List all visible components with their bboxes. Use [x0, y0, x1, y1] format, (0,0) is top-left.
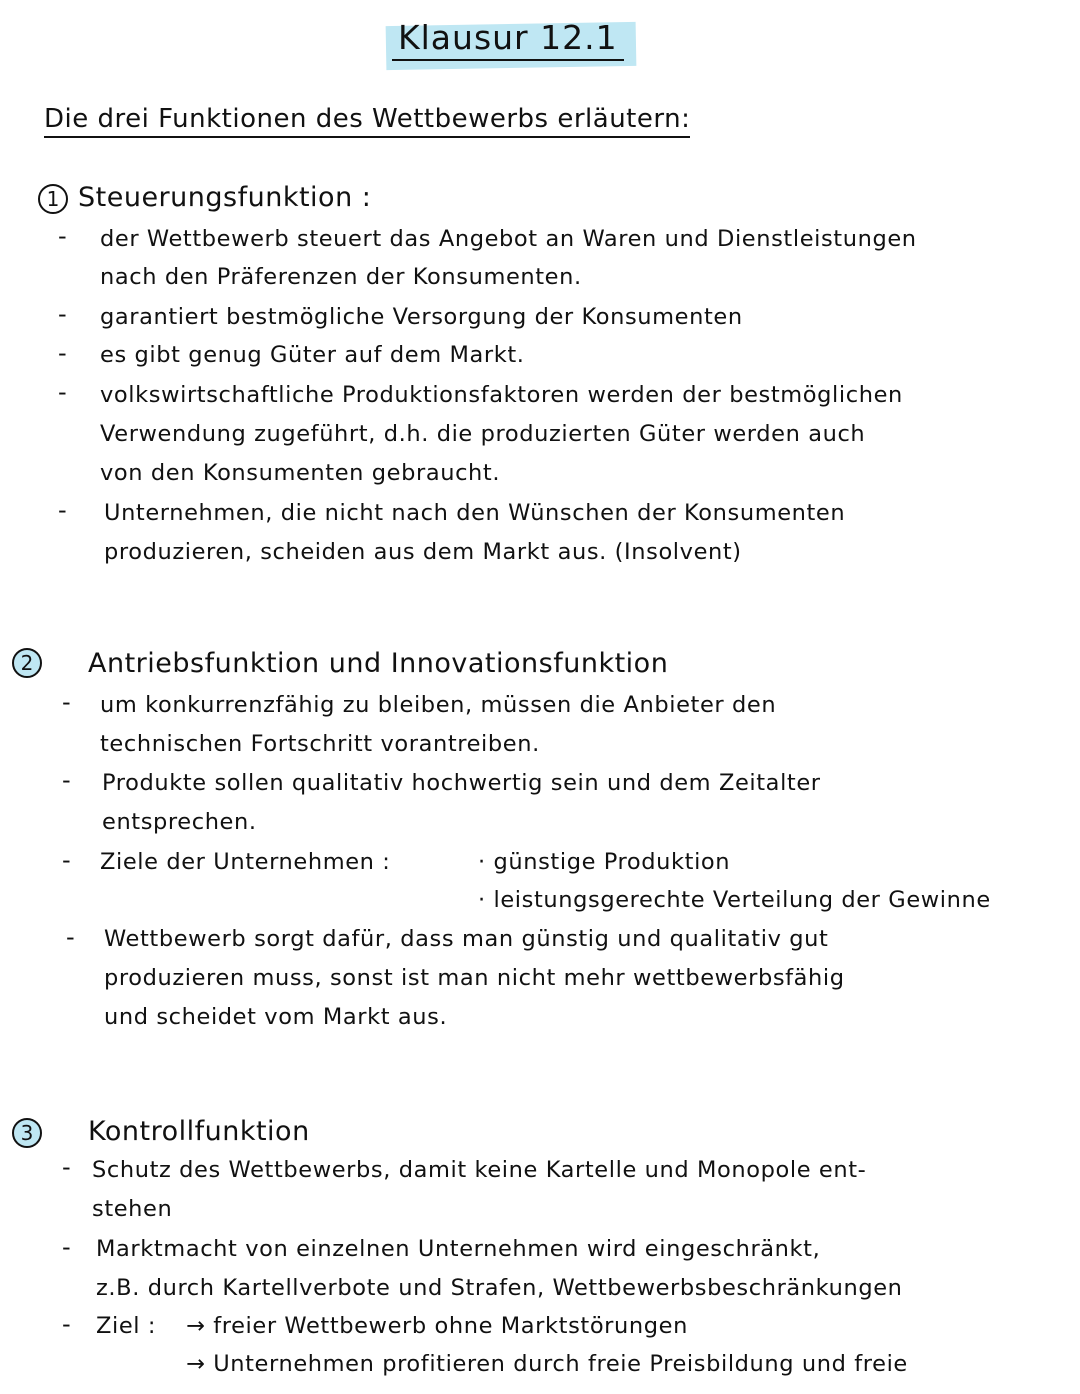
section-1-line: der Wettbewerb steuert das Angebot an Waren und Dienstleistungen [100, 226, 917, 252]
section-2-line: · leistungsgerechte Verteilung der Gewinne [478, 887, 991, 913]
bullet-dash: - [58, 300, 67, 328]
section-1-line: Unternehmen, die nicht nach den Wünschen der Konsumenten [104, 500, 846, 526]
bullet-dash: - [62, 1310, 71, 1338]
section-3-line: Ziel : [96, 1313, 157, 1339]
bullet-dash: - [62, 766, 71, 794]
section-1-line: produzieren, scheiden aus dem Markt aus. (Insolvent) [104, 539, 742, 565]
bullet-dash: - [66, 923, 75, 951]
bullet-dash: - [62, 1233, 71, 1261]
section-2-line: Ziele der Unternehmen : [100, 849, 391, 875]
bullet-dash: - [62, 688, 71, 716]
bullet-dash: - [62, 1153, 71, 1181]
section-3-heading: Kontrollfunktion [88, 1116, 310, 1147]
section-3-line: → Unternehmen profitieren durch freie Preisbildung und freie [186, 1351, 908, 1377]
section-1-line: volkswirtschaftliche Produktionsfaktoren werden der bestmöglichen [100, 382, 903, 408]
section-3-line: → freier Wettbewerb ohne Marktstörungen [186, 1313, 688, 1339]
section-1-line: Verwendung zugeführt, d.h. die produzierten Güter werden auch [100, 421, 866, 447]
title-block [392, 18, 624, 61]
section-2-number: 2 [12, 648, 42, 678]
section-2-line: und scheidet vom Markt aus. [104, 1004, 448, 1030]
section-3-line: Marktmacht von einzelnen Unternehmen wird eingeschränkt, [96, 1236, 821, 1262]
section-1-line: nach den Präferenzen der Konsumenten. [100, 264, 582, 290]
section-2-line: um konkurrenzfähig zu bleiben, müssen die Anbieter den [100, 692, 777, 718]
section-3-line: Schutz des Wettbewerbs, damit keine Kartelle und Monopole ent- [92, 1157, 867, 1183]
page-title: Klausur 12.1 [392, 18, 624, 61]
bullet-dash: - [62, 846, 71, 874]
bullet-dash: - [58, 496, 67, 524]
section-2-line: Wettbewerb sorgt dafür, dass man günstig und qualitativ gut [104, 926, 829, 952]
section-2-line: entsprechen. [102, 809, 257, 835]
section-3-number: 3 [12, 1118, 42, 1148]
section-1-number: 1 [38, 184, 68, 214]
section-2-line: · günstige Produktion [478, 849, 731, 875]
section-1-heading: Steuerungsfunktion : [78, 182, 372, 213]
section-3-line: stehen [92, 1196, 173, 1222]
section-1-line: garantiert bestmögliche Versorgung der Konsumenten [100, 304, 743, 330]
section-1-line: es gibt genug Güter auf dem Markt. [100, 342, 525, 368]
section-2-heading: Antriebsfunktion und Innovationsfunktion [88, 648, 669, 679]
bullet-dash: - [58, 222, 67, 250]
section-2-line: Produkte sollen qualitativ hochwertig sein und dem Zeitalter [102, 770, 821, 796]
section-3-line: z.B. durch Kartellverbote und Strafen, Wettbewerbsbeschränkungen [96, 1275, 903, 1301]
section-2-line: technischen Fortschritt vorantreiben. [100, 731, 540, 757]
section-2-line: produzieren muss, sonst ist man nicht mehr wettbewerbsfähig [104, 965, 845, 991]
section-1-line: von den Konsumenten gebraucht. [100, 460, 501, 486]
bullet-dash: - [58, 378, 67, 406]
bullet-dash: - [58, 339, 67, 367]
page-subtitle: Die drei Funktionen des Wettbewerbs erläutern: [44, 104, 690, 138]
